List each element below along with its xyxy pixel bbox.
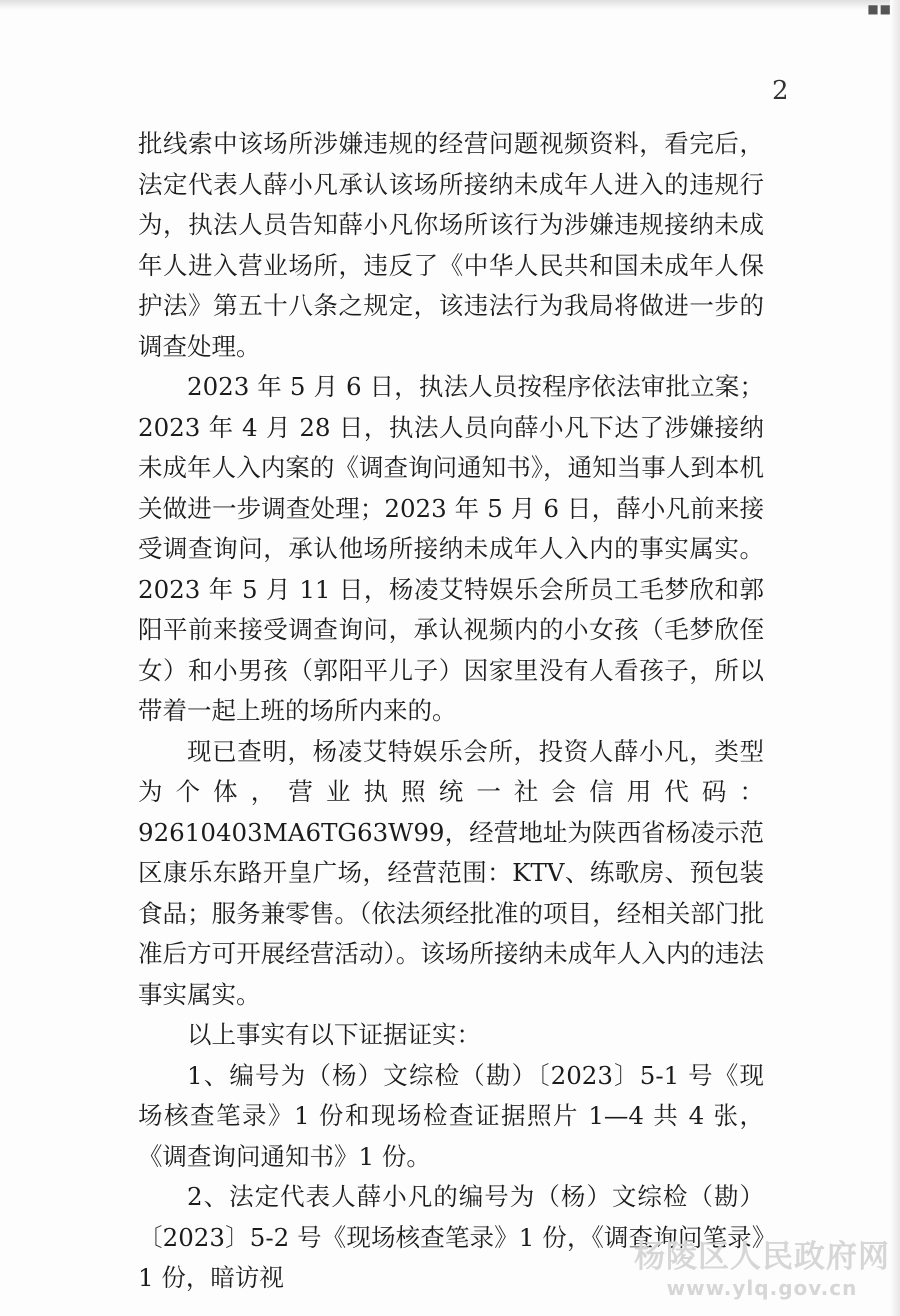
page-number: 2 <box>772 76 789 106</box>
watermark-url: www.ylq.gov.cn <box>666 1276 858 1300</box>
paragraph-6: 2、法定代表人薛小凡的编号为（杨）文综检（勘）〔2023〕5-2 号《现场核查笔录》1 份，《调查询问笔录》1 份，暗访视 <box>138 1182 764 1292</box>
scan-shadow-right <box>890 0 900 1316</box>
watermark <box>632 1231 892 1300</box>
paragraph-5: 1、编号为（杨）文综检（勘）〔2023〕5-1 号《现场核查笔录》1 份和现场检查证据照片 1—4 共 4 张，《调查询问通知书》1 份。 <box>138 1060 764 1171</box>
document-body <box>138 124 764 1299</box>
paragraph-4: 以上事实有以下证据证实： <box>187 1020 481 1049</box>
paragraph-1: 批线索中该场所涉嫌违规的经营问题视频资料，看完后，法定代表人薛小凡承认该场所接纳未成年人进入的违规行为，执法人员告知薛小凡你场所该行为涉嫌违规接纳未成年人进入营业场所，违反了《中华人民共和国未成年人保护法》第五十八条之规定，该违法行为我局将做进一步的调查处理。 <box>138 129 764 361</box>
paragraph-3: 现已查明，杨凌艾特娱乐会所，投资人薛小凡，类型为个体，营业执照统一社会信用代码：92610403MA6TG63W99，经营地址为陕西省杨凌示范区康乐东路开皇广场，经营范围：KTV、练歌房、预包装食品；服务兼零售。（依法须经批准的项目，经相关部门批准后方可开展经营活动）。该场所接纳未成年人入内的违法事实属实。 <box>138 736 764 1009</box>
scan-shadow-top <box>0 0 900 10</box>
corner-mark: ■■ <box>867 2 892 16</box>
watermark-site-name: 杨陵区人民政府网 <box>634 1239 890 1275</box>
paragraph-2: 2023 年 5 月 6 日，执法人员按程序依法审批立案；2023 年 4 月 28 日，执法人员向薛小凡下达了涉嫌接纳未成年人入内案的《调查询问通知书》，通知当事人到本机关做进一步调查处理；2023 年 5 月 6 日，薛小凡前来接受调查询问，承认他场所接纳未成年人入内的事实属实。2023 年 5 月 11 日，杨凌艾特娱乐会所员工毛梦欣和郭阳平前来接受调查询问，承认视频内的小女孩（毛梦欣侄女）和小男孩（郭阳平儿子）因家里没有人看孩子，所以带着一起上班的场所内来的。 <box>138 372 764 725</box>
